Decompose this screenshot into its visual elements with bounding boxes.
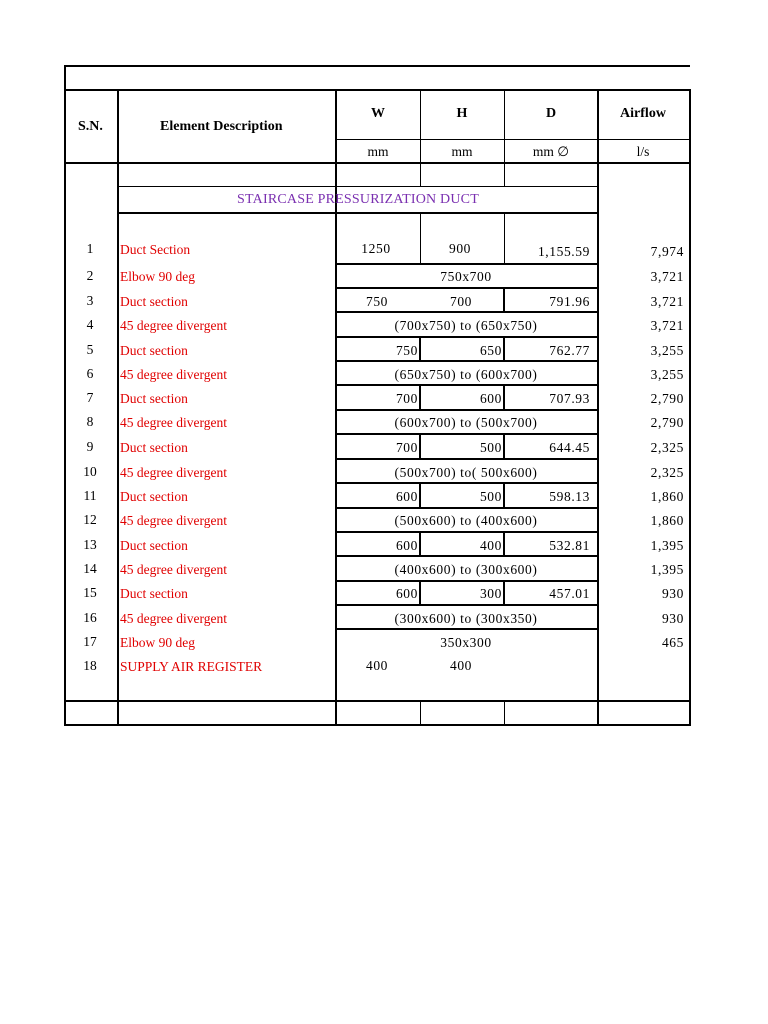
row-d: 598.13 [549, 489, 590, 504]
row-rule [335, 311, 599, 313]
unit-airflow: l/s [636, 144, 650, 159]
cell-divider-h [503, 482, 505, 509]
row-size-span: (500x700) to( 500x600) [394, 465, 538, 480]
cell-divider-w [419, 531, 421, 557]
row-w: 700 [395, 391, 418, 406]
blank-divider-h [504, 162, 505, 187]
row-airflow: 930 [661, 586, 684, 601]
row-description: Duct section [120, 440, 188, 455]
row-sn: 10 [83, 464, 97, 479]
row-airflow: 3,721 [650, 269, 684, 284]
col-divider-desc [335, 89, 337, 726]
row-rule [335, 263, 599, 265]
row-description: SUPPLY AIR REGISTER [120, 659, 263, 674]
col-divider-w [420, 89, 421, 164]
row-size-span: (600x700) to (500x700) [394, 415, 538, 430]
row-rule [335, 336, 599, 338]
row-w: 700 [395, 440, 418, 455]
row-h: 400 [479, 538, 502, 553]
row-rule [335, 482, 599, 484]
unit-d: mm ∅ [532, 144, 570, 159]
row-airflow: 2,325 [650, 465, 684, 480]
cell-divider-h [503, 433, 505, 460]
cell-divider-h [503, 336, 505, 362]
row-sn: 18 [83, 658, 97, 673]
row-description: 45 degree divergent [120, 513, 227, 528]
row-description: Duct section [120, 586, 188, 601]
row-w: 600 [395, 538, 418, 553]
row-d: 532.81 [549, 538, 590, 553]
header-element-description: Element Description [160, 119, 283, 134]
row-sn: 7 [86, 390, 94, 405]
row-sn: 11 [83, 488, 97, 503]
row-description: 45 degree divergent [120, 611, 227, 626]
section-title: STAIRCASE PRESSURIZATION DUCT [237, 192, 479, 207]
unit-row-rule [335, 139, 690, 140]
row-description: Duct section [120, 391, 188, 406]
row-rule [335, 555, 599, 557]
row-sn: 4 [86, 317, 94, 332]
bottom-divider-w [420, 700, 421, 726]
row-airflow: 3,255 [650, 367, 684, 382]
row-description: Elbow 90 deg [120, 269, 195, 284]
row-sn: 13 [83, 537, 97, 552]
row-rule [335, 287, 599, 289]
row-airflow: 2,790 [650, 391, 684, 406]
row-sn: 1 [86, 241, 94, 256]
row-description: 45 degree divergent [120, 367, 227, 382]
row-d: 457.01 [549, 586, 590, 601]
row-description: Duct section [120, 538, 188, 553]
row-size-span: (300x600) to (300x350) [394, 611, 538, 626]
header-d: D [545, 106, 557, 121]
row-airflow: 1,860 [650, 513, 684, 528]
cell-divider-w [419, 433, 421, 460]
section-title-right [597, 164, 599, 214]
header-sn: S.N. [78, 119, 103, 134]
row-airflow: 2,325 [650, 440, 684, 455]
row-description: Duct Section [120, 242, 191, 257]
cell-divider-w [419, 482, 421, 509]
row-w: 750 [395, 343, 418, 358]
row-rule [335, 433, 599, 435]
row-sn: 5 [86, 342, 94, 357]
row-h: 900 [448, 241, 472, 256]
row-w: 1250 [361, 241, 391, 256]
row-airflow: 930 [661, 611, 684, 626]
row-w: 750 [365, 294, 389, 309]
row-rule [335, 409, 599, 411]
cell-divider-w [420, 212, 421, 264]
col-divider-h [504, 89, 505, 164]
row-rule [335, 580, 599, 582]
blank-divider-w [420, 162, 421, 187]
row-airflow: 1,860 [650, 489, 684, 504]
row-size-span: (500x600) to (400x600) [394, 513, 538, 528]
cell-divider-w [419, 384, 421, 411]
row-size-span: (400x600) to (300x600) [394, 562, 538, 577]
row-airflow: 1,395 [650, 538, 684, 553]
row-h: 500 [479, 489, 502, 504]
row-h: 700 [449, 294, 473, 309]
unit-h: mm [451, 144, 473, 159]
row-w: 600 [395, 586, 418, 601]
row-rule [335, 507, 599, 509]
row-sn: 2 [86, 268, 94, 283]
row-sn: 3 [86, 293, 94, 308]
row-size-span: 750x700 [440, 269, 492, 284]
cell-divider-h [503, 580, 505, 606]
row-rule [335, 360, 599, 362]
frame-top [64, 65, 690, 67]
frame-left [64, 65, 66, 726]
row-sn: 16 [83, 610, 97, 625]
row-rule [335, 458, 599, 460]
row-d: 644.45 [549, 440, 590, 455]
cell-divider-h [504, 212, 505, 264]
col-divider-sn [117, 89, 119, 726]
header-w: W [371, 106, 385, 121]
row-size-span: (700x750) to (650x750) [394, 318, 538, 333]
row-sn: 15 [83, 585, 97, 600]
blank-row-rule [117, 186, 599, 187]
row-sn: 17 [83, 634, 97, 649]
row-airflow: 3,255 [650, 343, 684, 358]
row-w: 400 [365, 658, 389, 673]
row-airflow: 465 [661, 635, 684, 650]
row-rule [335, 531, 599, 533]
cell-divider-h [503, 287, 505, 313]
cell-divider-w [419, 336, 421, 362]
cell-divider-w [419, 580, 421, 606]
header-airflow: Airflow [620, 106, 666, 121]
row-airflow: 2,790 [650, 415, 684, 430]
cell-divider-h [503, 384, 505, 411]
row-description: 45 degree divergent [120, 465, 227, 480]
row-sn: 12 [83, 512, 97, 527]
row-d: 1,155.59 [537, 244, 590, 259]
row-description: 45 degree divergent [120, 415, 227, 430]
row-d: 762.77 [549, 343, 590, 358]
header-h: H [456, 106, 468, 121]
row-d: 791.96 [549, 294, 590, 309]
row-airflow: 3,721 [650, 294, 684, 309]
row-rule [335, 384, 599, 386]
row-h: 650 [479, 343, 502, 358]
row-description: Duct section [120, 343, 188, 358]
row-description: Elbow 90 deg [120, 635, 195, 650]
row-sn: 8 [86, 414, 94, 429]
row-d: 707.93 [549, 391, 590, 406]
row-sn: 9 [86, 439, 94, 454]
row-size-span: (650x750) to (600x700) [394, 367, 538, 382]
row-airflow: 1,395 [650, 562, 684, 577]
row-description: Duct section [120, 294, 188, 309]
cell-divider-h [503, 531, 505, 557]
row-rule [335, 604, 599, 606]
row-airflow: 3,721 [650, 318, 684, 333]
row-h: 400 [449, 658, 473, 673]
section-title-rule [117, 212, 599, 214]
row-sn: 14 [83, 561, 97, 576]
row-description: 45 degree divergent [120, 562, 227, 577]
row-description: Duct section [120, 489, 188, 504]
row-h: 600 [479, 391, 502, 406]
row-sn: 6 [86, 366, 94, 381]
unit-w: mm [367, 144, 389, 159]
row-description: 45 degree divergent [120, 318, 227, 333]
row-rule [335, 628, 599, 630]
row-airflow: 7,974 [650, 244, 684, 259]
bottom-divider-h [504, 700, 505, 726]
row-w: 600 [395, 489, 418, 504]
row-h: 300 [479, 586, 502, 601]
row-size-span: 350x300 [440, 635, 492, 650]
col-divider-airflow [689, 89, 691, 726]
row-h: 500 [479, 440, 502, 455]
